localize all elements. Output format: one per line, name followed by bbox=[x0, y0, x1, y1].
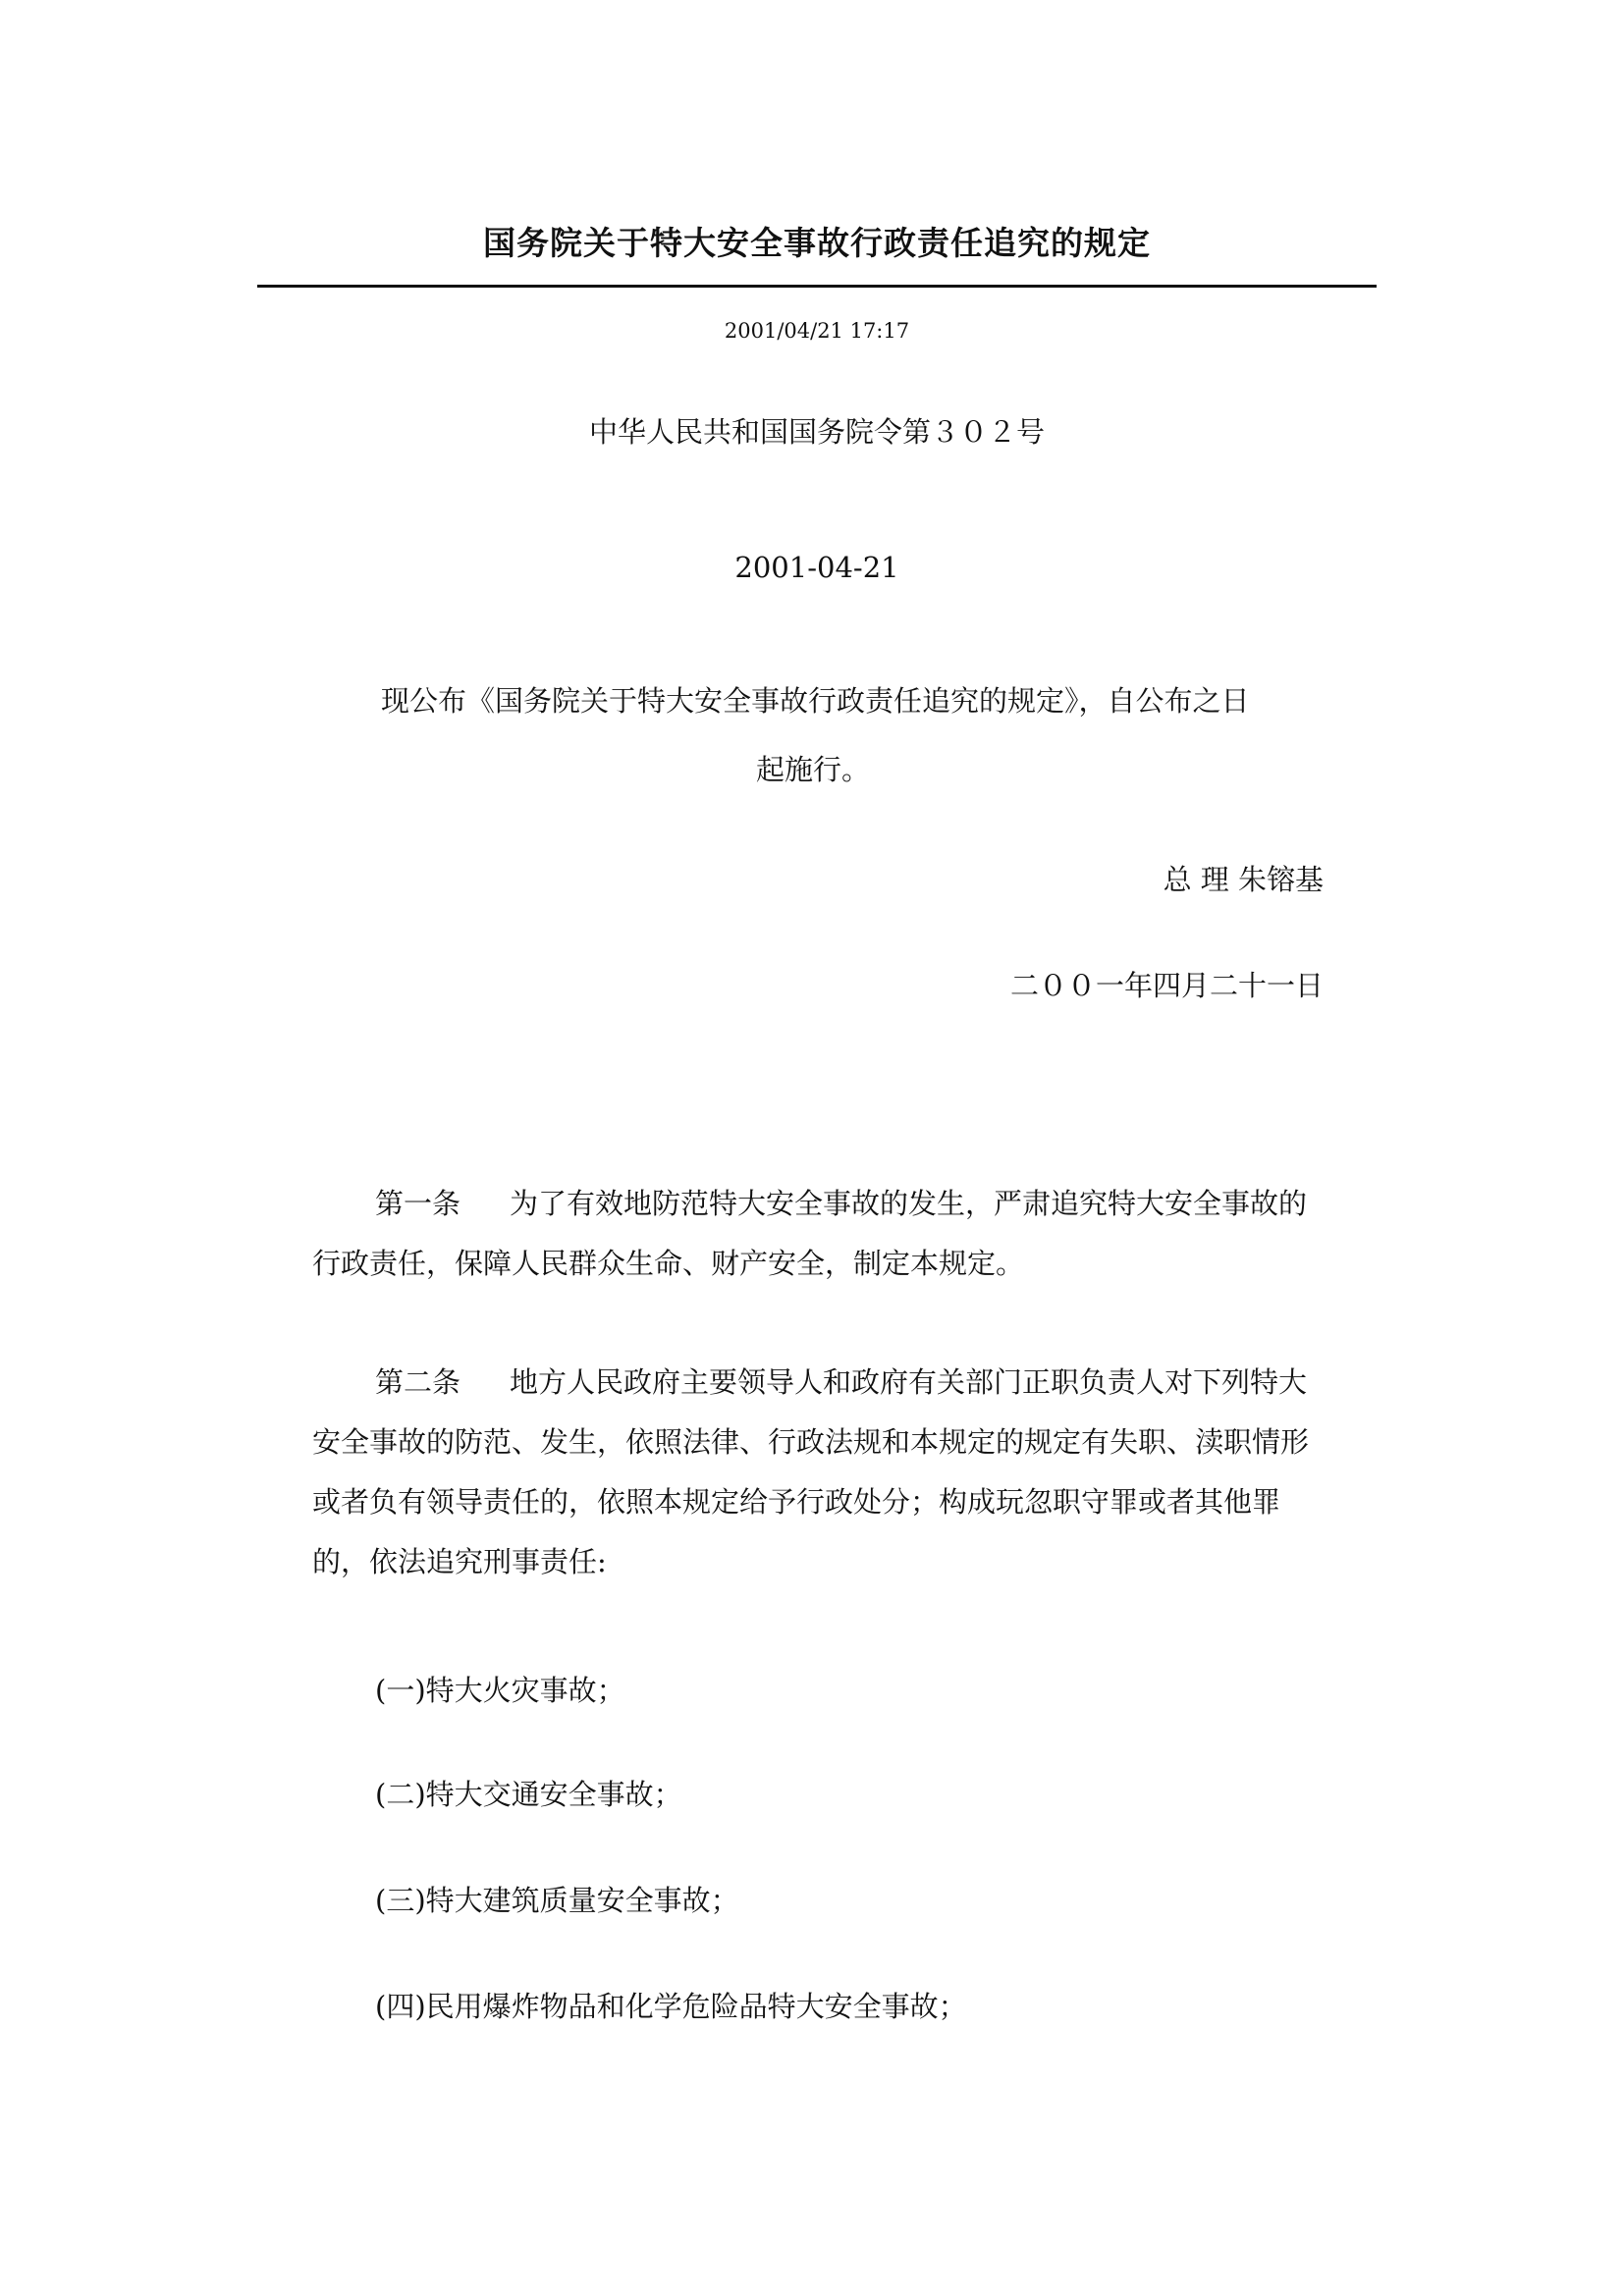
article-1 bbox=[312, 1174, 1324, 1294]
article-text: 为了有效地防范特大安全事故的发生，严肃追究特大安全事故的行政责任，保障人民群众生命、财产安全，制定本规定。 bbox=[312, 1187, 1308, 1280]
list-item: (三)特大建筑质量安全事故； bbox=[375, 1884, 739, 1917]
signing-date: 二００一年四月二十一日 bbox=[1009, 969, 1324, 1002]
list-item: (二)特大交通安全事故； bbox=[375, 1778, 682, 1811]
publish-timestamp: 2001/04/21 17:17 bbox=[724, 319, 910, 343]
article-label: 第二条 bbox=[375, 1365, 461, 1399]
list-item: (一)特大火灾事故； bbox=[375, 1674, 625, 1707]
document-title: 国务院关于特大安全事故行政责任追究的规定 bbox=[483, 224, 1151, 262]
promulgation-line-2: 起施行。 bbox=[756, 753, 871, 786]
promulgation-line-1: 现公布《国务院关于特大安全事故行政责任追究的规定》，自公布之日 bbox=[381, 684, 1250, 718]
title-divider bbox=[257, 285, 1377, 288]
article-label: 第一条 bbox=[375, 1187, 461, 1220]
article-2 bbox=[312, 1353, 1324, 1592]
signer: 总 理 朱镕基 bbox=[1163, 863, 1324, 896]
article-text: 地方人民政府主要领导人和政府有关部门正职负责人对下列特大安全事故的防范、发生，依照法律、行政法规和本规定的规定有失职、渎职情形或者负有领导责任的，依照本规定给予行政处分；构成玩忽职守罪或者其他罪的，依法追究刑事责任: bbox=[312, 1365, 1310, 1578]
list-item: (四)民用爆炸物品和化学危险品特大安全事故； bbox=[375, 1990, 967, 2023]
order-date: 2001-04-21 bbox=[734, 551, 899, 584]
order-number: 中华人民共和国国务院令第３０２号 bbox=[588, 415, 1045, 449]
